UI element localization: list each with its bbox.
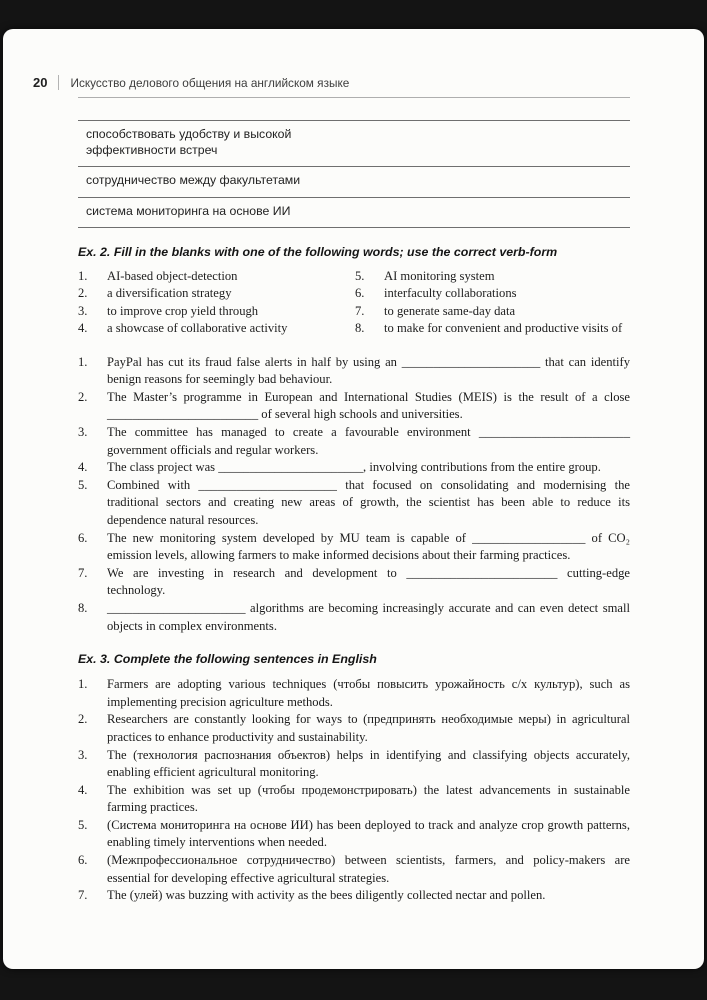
table-cell: система мониторинга на основе ИИ [86,203,291,218]
vocabulary-table [78,120,630,228]
sentence-text: We are investing in research and development to ________________________ cutting-edge technology. [107,565,630,598]
sentence-item [78,389,630,424]
word-item [78,320,355,337]
sentence-number: 6. [78,530,88,545]
sentence-text: The committee has managed to create a favourable environment ________________________ government officials and regular workers. [107,425,630,457]
sentence-text: ______________________ algorithms are becoming increasingly accurate and can even detect small objects in complex environments. [107,600,630,633]
word-item [355,303,630,320]
sentence-text: The (технология распознания объектов) helps in identifying and classifying objects accurately, enabling efficient agricultural monitoring. [107,747,630,780]
sentence-item [78,477,630,530]
book-page [3,29,704,969]
sentence-text: (Межпрофессиональное сотрудничество) between scientists, farmers, and policy-makers are essential for developing effective agricultural strategies. [107,853,630,885]
header-rule [78,97,630,98]
word-text: a diversification strategy [107,286,232,301]
word-text: interfaculty collaborations [384,286,517,301]
table-row [78,121,630,167]
word-list [78,268,630,338]
table-cell: способствовать удобству и высокой эффективности встреч [86,127,292,157]
word-number: 8. [355,321,365,336]
word-number: 4. [78,321,88,336]
sentence-item [78,747,630,782]
sentence-number: 2. [78,389,88,404]
word-item [355,320,630,337]
sentence-text: Combined with ______________________ that focused on consolidating and modernising the traditional sectors and creating new areas of growth, the scientist has been able to reduce its dependence natural resources. [107,477,630,527]
word-number: 1. [78,269,88,283]
word-number: 2. [78,286,88,301]
sentence-text: PayPal has cut its fraud false alerts in half by using an ______________________ that can identify benign reasons for seemingly bad behaviour. [107,354,630,387]
sentence-text: The exhibition was set up (чтобы продемонстрировать) the latest advancements in sustainable farming practices. [107,782,630,815]
word-item [355,268,630,285]
sentence-text: Farmers are adopting various techniques (чтобы повысить урожайность с/х культур), such as implementing precision agriculture methods. [107,677,630,709]
word-item [78,268,355,285]
sentence-number: 7. [78,888,88,903]
word-item [355,285,630,302]
sentence-item [78,424,630,459]
sentence-item [78,817,630,852]
exercise-3-sentences [78,676,630,905]
sentence-text: The Master’s programme in European and International Studies (MEIS) is the result of a close ________________________ of several high schools and universities. [107,389,630,422]
word-number: 3. [78,303,88,318]
header-divider [58,75,59,90]
exercise-3-heading: Ex. 3. Complete the following sentences in English [78,652,377,667]
word-text: a showcase of collaborative activity [107,321,288,336]
sentence-item [78,852,630,887]
page-inner [3,29,704,969]
table-cell: сотрудничество между факультетами [86,173,301,187]
running-title: Искусство делового общения на английском языке [70,75,350,90]
exercise-2-sentences [78,354,630,636]
word-text: to generate same-day data [384,303,516,318]
sentence-text: Researchers are constantly looking for ways to (предпринять необходимые меры) in agricultural practices to enhance productivity and sustainability. [107,712,630,744]
word-text: AI-based object-detection [107,269,238,283]
sentence-item [78,565,630,600]
table-row [78,198,630,229]
sentence-text: (Система мониторинга на основе ИИ) has been deployed to track and analyze crop growth patterns, enabling timely interventions when needed. [107,817,630,850]
word-item [78,303,355,320]
word-number: 6. [355,286,365,301]
sentence-number: 1. [78,677,88,692]
page-header [33,75,630,90]
sentence-number: 5. [78,477,88,492]
sentence-item [78,530,630,565]
word-number: 7. [355,303,365,318]
sentence-number: 1. [78,354,88,369]
sentence-number: 4. [78,460,88,475]
page-number: 20 [33,75,48,90]
word-text: AI monitoring system [384,269,495,283]
table-row [78,167,630,198]
sentence-text: The (улей) was buzzing with activity as the bees diligently collected nectar and pollen. [107,888,546,903]
sentence-item [78,600,630,635]
word-item [78,285,355,302]
sentence-number: 7. [78,565,88,580]
sentence-number: 3. [78,425,88,439]
sentence-number: 8. [78,600,88,615]
sentence-number: 6. [78,853,88,868]
word-text: to make for convenient and productive visits of [384,321,623,336]
sentence-number: 2. [78,712,88,727]
sentence-text: The new monitoring system developed by MU team is capable of __________________ of CO₂ emission levels, allowing farmers to make informed decisions about their farming practices. [107,530,630,563]
sentence-item [78,459,630,477]
word-text: to improve crop yield through [107,303,259,318]
sentence-number: 4. [78,782,88,797]
sentence-number: 5. [78,817,88,832]
sentence-text: The class project was _______________________, involving contributions from the entire group. [107,460,601,475]
sentence-number: 3. [78,747,88,762]
sentence-item [78,676,630,711]
word-number: 5. [355,269,365,283]
sentence-item [78,711,630,746]
sentence-item [78,887,630,905]
sentence-item [78,782,630,817]
exercise-2-heading: Ex. 2. Fill in the blanks with one of the following words; use the correct verb-form [78,245,558,259]
sentence-item [78,354,630,389]
